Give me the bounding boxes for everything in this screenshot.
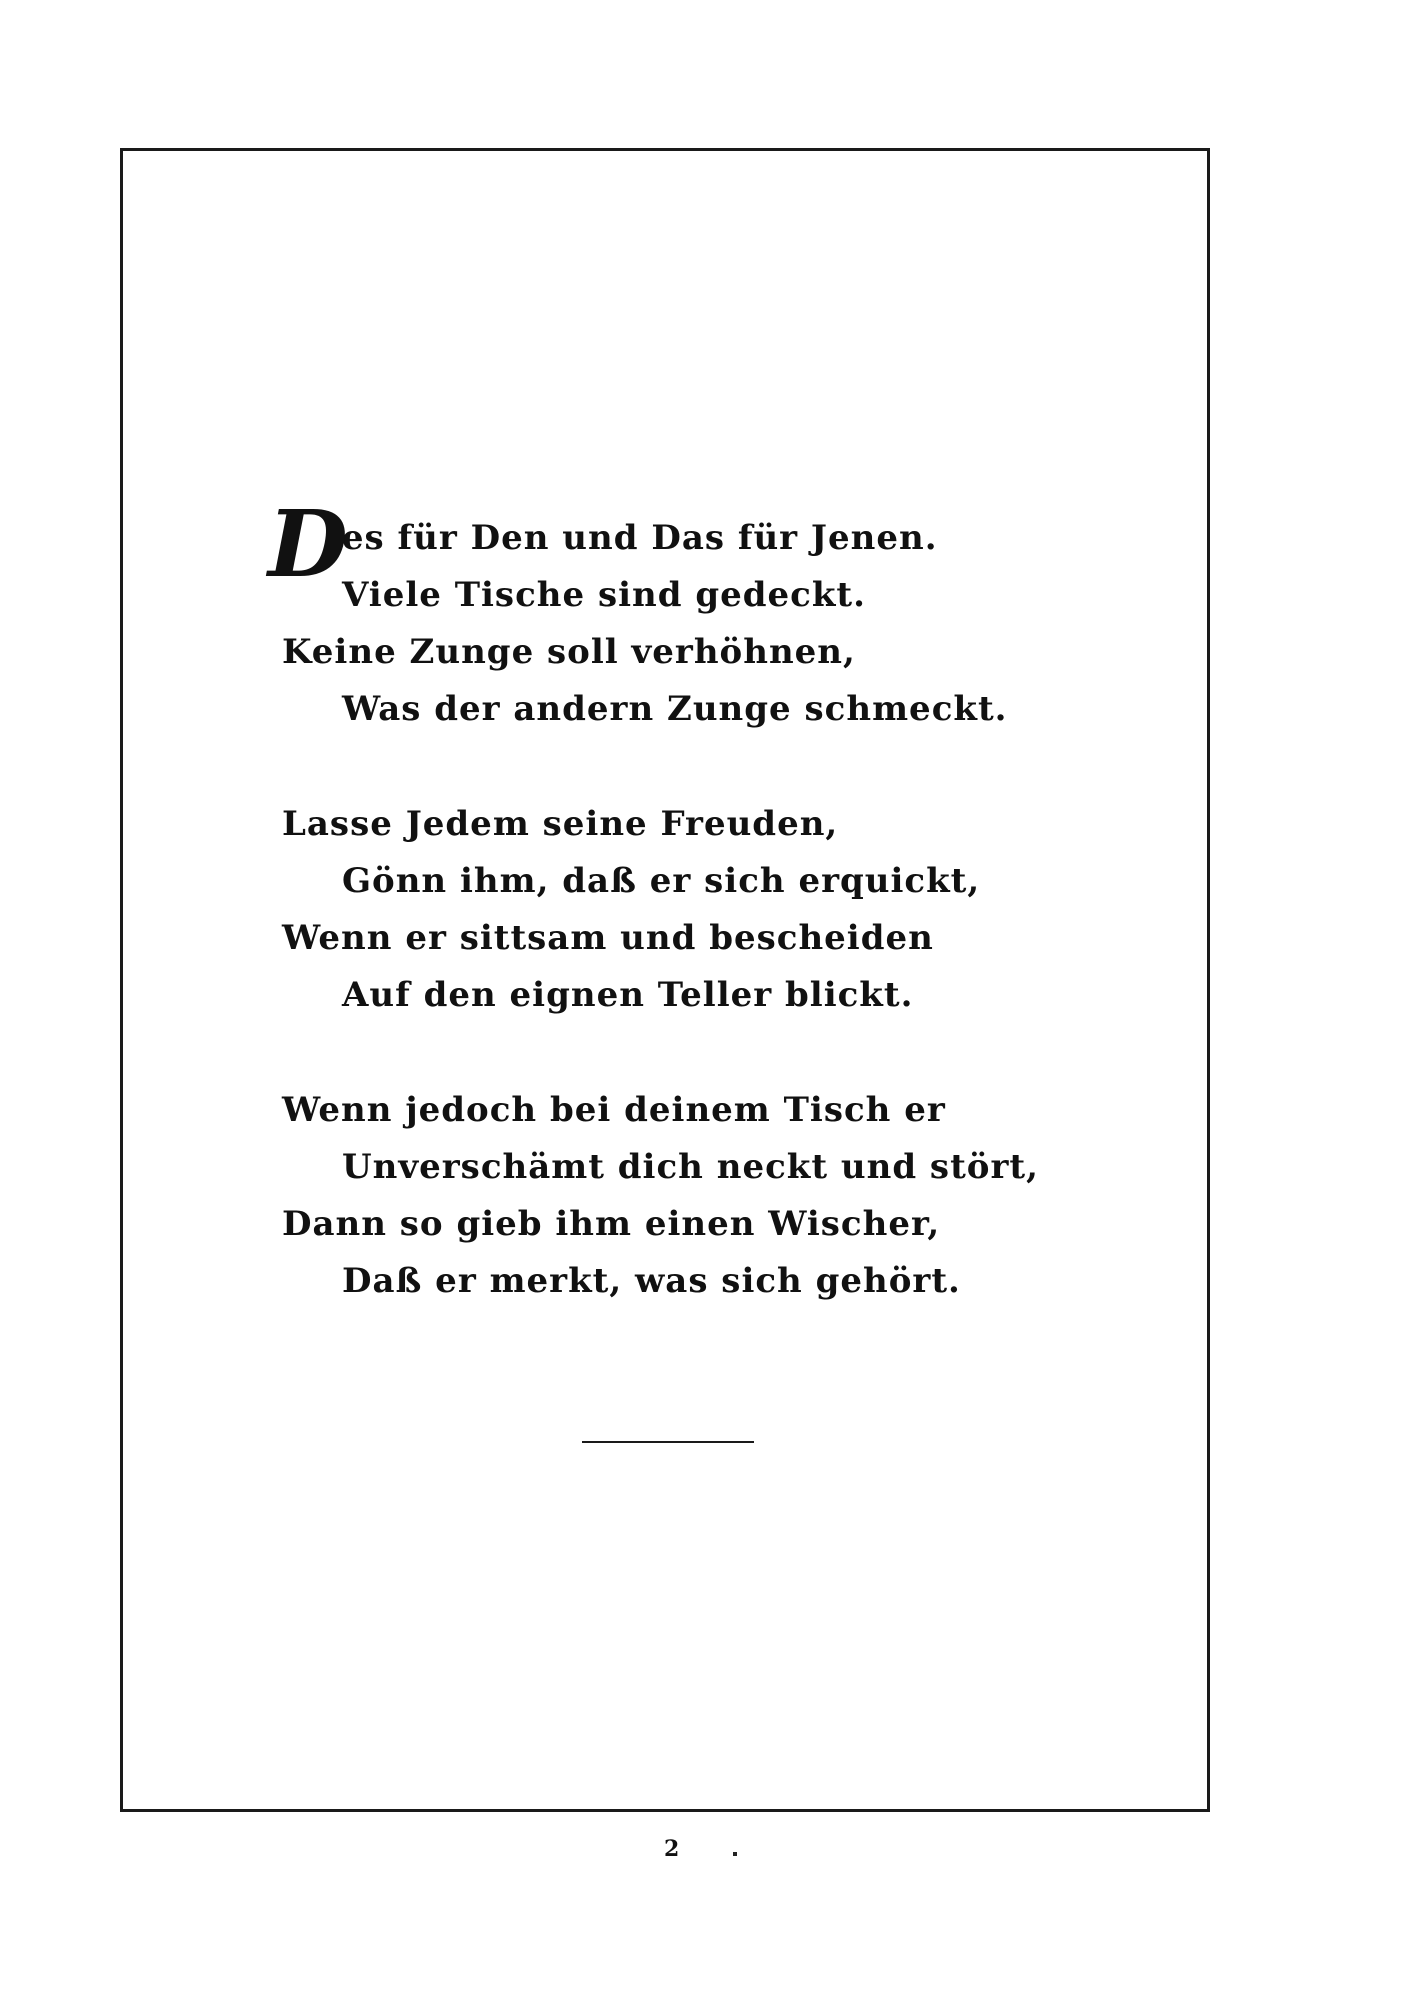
poem-line: Gönn ihm, daß er sich erquickt, [342, 861, 981, 901]
poem-line: Wenn er sittsam und bescheiden [282, 918, 934, 958]
poem-line: Lasse Jedem seine Freuden, [282, 804, 839, 844]
section-divider-rule [582, 1441, 754, 1443]
drop-cap: D [268, 490, 349, 598]
print-speck [733, 1852, 737, 1856]
poem-line: Auf den eignen Teller blickt. [342, 975, 914, 1015]
poem-line: Wenn jedoch bei deinem Tisch er [282, 1090, 946, 1130]
poem [268, 490, 1062, 1310]
poem-line: Dann so gieb ihm einen Wischer, [282, 1204, 941, 1244]
stanza-2 [282, 796, 1062, 1024]
stanza-3 [282, 1082, 1062, 1310]
stanza-1 [268, 490, 1062, 738]
page-number: 2 [664, 1836, 680, 1862]
poem-line: Daß er merkt, was sich gehört. [342, 1261, 961, 1301]
poem-line-text: ies für Den und Das für Jenen. [328, 518, 938, 558]
poem-line: Viele Tische sind gedeckt. [342, 575, 866, 615]
poem-line: Unverschämt dich neckt und stört, [342, 1147, 1039, 1187]
poem-line: Was der andern Zunge schmeckt. [342, 689, 1008, 729]
poem-line: Keine Zunge soll verhöhnen, [282, 632, 856, 672]
